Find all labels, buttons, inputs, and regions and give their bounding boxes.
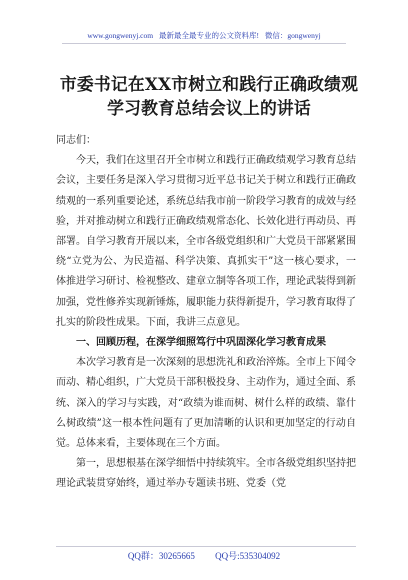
header-site-url[interactable]: www.gongwenyj.com — [87, 31, 154, 40]
footer-divider — [56, 546, 356, 547]
salutation: 同志们： — [56, 135, 96, 146]
title-line-1: 市委书记在XX市树立和践行正确政绩观 — [59, 74, 359, 94]
footer-qq-group: QQ群：30265665 — [127, 551, 195, 561]
header-divider — [62, 43, 346, 44]
header-wechat: 微信：gongwenyj — [264, 31, 321, 40]
paragraph-review: 本次学习教育是一次深刻的思想洗礼和政治淬炼。全市上下闻令而动、精心组织，广大党员干部积极投身、主动作为，通过全面、系统、深入的学习与实践，对“政绩为谁而树、树什么样的政绩、靠什么树政绩”这一根本性问题有了更加清晰的认识和更加坚定的行动自觉。总体来看，主要体现在三个方面。 — [56, 357, 356, 450]
document-body — [56, 131, 356, 495]
section-heading-1: 一、回顾历程，在深学细照笃行中巩固深化学习教育成果 — [76, 337, 326, 349]
page-header — [0, 30, 408, 41]
page-footer — [0, 549, 408, 562]
document-title — [50, 72, 368, 120]
header-tagline: 最新最全最专业的公文资料库! — [158, 31, 259, 40]
paragraph-intro: 今天，我们在这里召开全市树立和践行正确政绩观学习教育总结会议，主要任务是深入学习贯彻习近平总书记关于树立和践行正确政绩观的一系列重要论述，系统总结我市前一阶段学习教育的成效与经验，并对推动树立和践行正确政绩观常态化、长效化进行再动员、再部署。自学习教育开展以来，全市各级党组织和广大党员干部紧紧围绕“立党为公、为民造福、科学决策、真抓实干”这一核心要求，一体推进学习研讨、检视整改、建章立制等各项工作，理论武装得到新加强，党性修养实现新锤炼，履职能力获得新提升，学习教育取得了扎实的阶段性成果。下面，我讲三点意见。 — [56, 155, 356, 328]
footer-qq-number: QQ号:535304092 — [215, 551, 281, 561]
paragraph-first-point: 第一，思想根基在深学细悟中持续筑牢。全市各级党组织坚持把理论武装贯穿始终，通过举办专题读书班、党委（党 — [56, 458, 356, 490]
title-line-2: 学习教育总结会议上的讲话 — [107, 98, 311, 118]
